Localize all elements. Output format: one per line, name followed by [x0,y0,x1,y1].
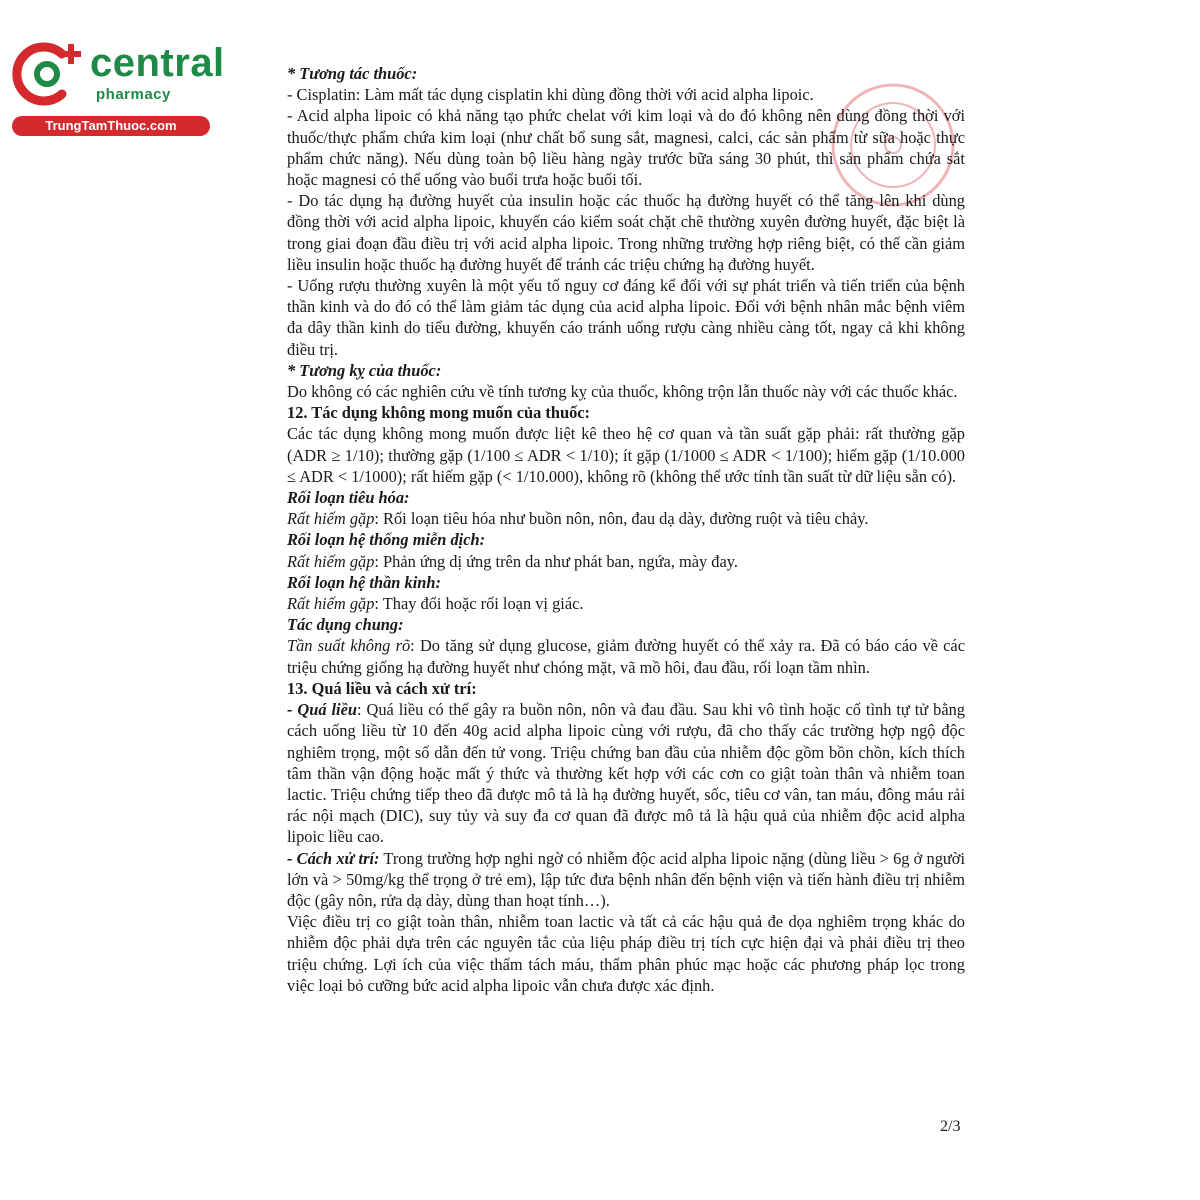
frequency-label: Rất hiếm gặp [287,551,375,571]
adverse-effects-paragraph: Các tác dụng không mong muốn được liệt kê theo hệ cơ quan và tần suất gặp phải: rất thường gặp (ADR ≥ 1/10); thường gặp (1/100 ≤ ADR < 1/10); ít gặp (1/1000 ≤ ADR < 1/100); hiếm gặp (1/10.000 ≤ ADR < 1/1000); rất hiếm gặp (< 1/10.000), không rõ (không thể ước tính tần suất từ dữ liệu sẵn có). [287,424,965,486]
interactions-paragraph: - Cisplatin: Làm mất tác dụng cisplatin khi dùng đồng thời với acid alpha lipoic. [287,85,814,105]
interactions-paragraph: - Do tác dụng hạ đường huyết của insulin hoặc các thuốc hạ đường huyết có thể tăng lên khi dùng đồng thời với acid alpha lipoic, khuyến cáo kiểm soát chặt chẽ thường xuyên đường huyết, đặc biệt là trong giai đoạn đầu điều trị với acid alpha lipoic. Trong những trường hợp riêng biệt, có thể cần giảm liều insulin hoặc thuốc hạ đường huyết để tránh các triệu chứng hạ đường huyết. [287,191,965,274]
overdose-heading: 13. Quá liều và cách xử trí: [287,678,477,698]
frequency-label: Rất hiếm gặp [287,594,375,614]
effect-text: : Do tăng sử dụng glucose, giảm đường huyết có thể xảy ra. Đã có báo cáo về các triệu chứng giống hạ đường huyết như chóng mặt, vã mồ hôi, đau đầu, rối loạn tầm nhìn. [287,636,965,677]
immune-disorders-heading: Rối loạn hệ thống miễn dịch: [287,530,486,550]
general-effects-heading: Tác dụng chung: [287,615,404,635]
adverse-effects-heading: 12. Tác dụng không mong muốn của thuốc: [287,403,591,423]
brand-logo[interactable] [10,38,225,138]
incompatibility-paragraph: Do không có các nghiên cứu về tính tương kỵ của thuốc, không trộn lẫn thuốc này với các thuốc khác. [287,382,958,402]
interactions-heading: * Tương tác thuốc: [287,64,418,83]
incompatibility-heading: * Tương kỵ của thuốc: [287,360,442,380]
page-number: 2/3 [940,1118,961,1135]
frequency-label: Rất hiếm gặp [287,509,375,529]
interactions-paragraph: - Acid alpha lipoic có khả năng tạo phức chelat với kim loại và do đó không nên dùng đồng thời với thuốc/thực phẩm chứa kim loại (như chất bổ sung sắt, magnesi, calci, các sản phẩm từ sữa hoặc thực phẩm chức năng). Nếu dùng toàn bộ liều hàng ngày trước bữa sáng 30 phút, thì sản phẩm chứa sắt hoặc magnesi có thể uống vào buổi trưa hoặc buổi tối. [287,106,965,190]
immune-disorders-paragraph [287,551,965,572]
brand-sub: pharmacy [96,86,171,103]
document-body [287,63,965,996]
treatment-label: - Cách xử trí: [287,848,380,868]
logo-mark-icon [10,38,90,110]
interactions-paragraph: - Uống rượu thường xuyên là một yếu tố nguy cơ đáng kể đối với sự phát triển và tiến triển của bệnh thần kinh và do đó có thể làm giảm tác dụng của acid alpha lipoic. Đối với bệnh nhân mắc bệnh viêm đa dây thần kinh do tiểu đường, khuyến cáo tránh uống rượu càng nhiều càng tốt, ngay cả khi không điều trị. [287,276,965,359]
overdose-label: - Quá liều [287,700,357,720]
treatment-paragraph-2: Việc điều trị co giật toàn thân, nhiễm toan lactic và tất cả các hậu quả đe dọa nghiêm trọng khác do nhiễm độc phải dựa trên các nguyên tắc của liệu pháp điều trị tích cực hiện đại và phải điều trị theo triệu chứng. Lợi ích của việc thẩm tách máu, thẩm phân phúc mạc hoặc các phương pháp lọc trong việc loại bỏ cưỡng bức acid alpha lipoic vẫn chưa được xác định. [287,912,965,995]
gi-disorders-heading: Rối loạn tiêu hóa: [287,488,410,508]
brand-site-badge[interactable]: TrungTamThuoc.com [12,116,210,136]
gi-disorders-paragraph [287,508,965,529]
general-effects-paragraph [287,635,965,677]
effect-text: : Phản ứng dị ứng trên da như phát ban, ngứa, mày đay. [374,551,738,571]
nervous-disorders-heading: Rối loạn hệ thần kinh: [287,572,441,592]
effect-text: : Rối loạn tiêu hóa như buồn nôn, nôn, đau dạ dày, đường ruột và tiêu chảy. [374,509,869,529]
frequency-label: Tần suất không rõ [287,636,411,656]
effect-text: : Thay đổi hoặc rối loạn vị giác. [374,594,584,614]
nervous-disorders-paragraph [287,593,965,614]
treatment-text: Trong trường hợp nghi ngờ có nhiễm độc acid alpha lipoic nặng (dùng liều > 6g ở người lớn và > 50mg/kg thể trọng ở trẻ em), lập tức đưa bệnh nhân đến bệnh viện và tiến hành điều trị nhiễm độc (gây nôn, rửa dạ dày, dùng than hoạt tính…). [287,848,966,910]
overdose-paragraph [287,699,965,847]
brand-name: central [90,41,225,85]
treatment-paragraph [287,848,965,912]
overdose-text: : Quá liều có thể gây ra buồn nôn, nôn và đau đầu. Sau khi vô tình hoặc cố tình tự tử bằng cách uống liều từ 10 đến 40g acid alpha lipoic cùng với rượu, đã cho thấy các trường hợp ngộ độc nghiêm trọng, một số dẫn đến tử vong. Triệu chứng ban đầu của nhiễm độc gồm bồn chồn, kích thích tâm thần vận động hoặc mất ý thức và thường kết hợp với các cơn co giật toàn thân và nhiễm toan lactic. Triệu chứng tiếp theo đã được mô tả là hạ đường huyết, sốc, tiêu cơ vân, tan máu, đông máu rải rác nội mạch (DIC), suy tủy và suy đa cơ quan đã được mô tả là hậu quả của nhiễm độc acid alpha lipoic liều cao. [287,700,965,847]
